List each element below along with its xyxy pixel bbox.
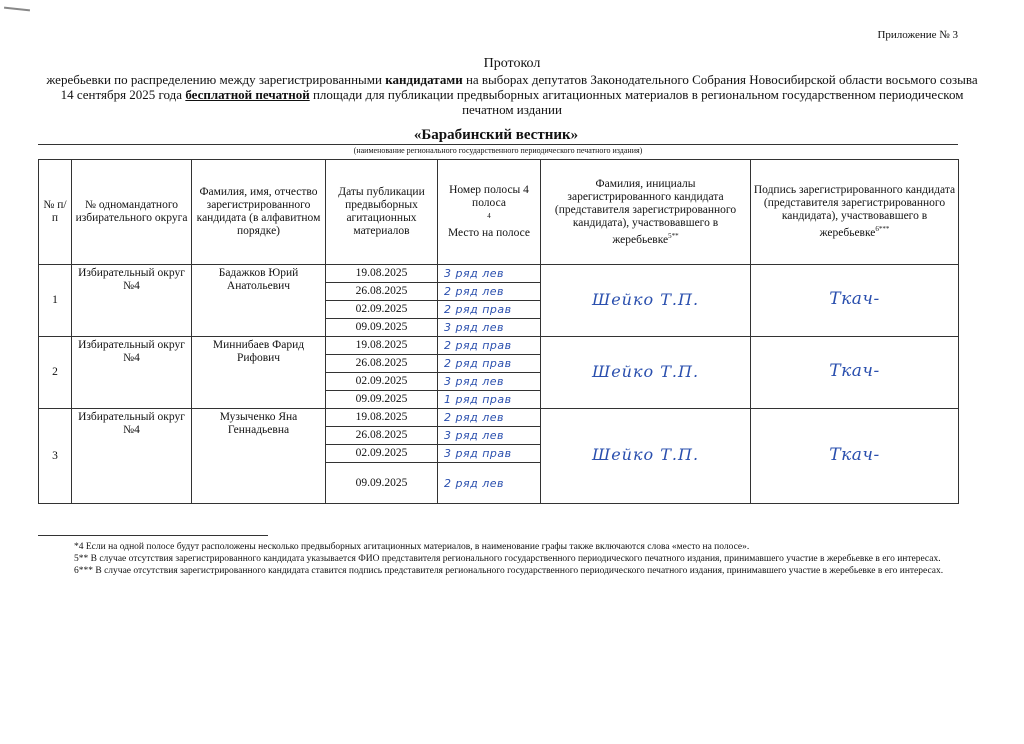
row-district: Избирательный округ №4 (72, 337, 192, 409)
title-post: площади для публикации предвыборных агитационных материалов в региональном государственном периодическом печатном издании (309, 87, 964, 117)
row-candidate-name: Миннибаев Фарид Рифович (192, 337, 326, 409)
header-place: Место на полосе (447, 226, 531, 239)
header-page-place (438, 160, 541, 265)
handwritten-place: 1 ряд прав (444, 393, 512, 406)
handwritten-place: 2 ряд лев (444, 476, 504, 490)
header-page-number: Номер полосы 4 полоса (449, 184, 529, 210)
publication-date: 09.09.2025 (326, 463, 438, 504)
appendix-label: Приложение № 3 (877, 29, 958, 41)
publication-date: 26.08.2025 (326, 427, 438, 445)
header-signature-sup: 6*** (875, 225, 890, 234)
handwritten-signature: Ткач- (829, 444, 880, 465)
row-candidate-name: Музыченко Яна Геннадьевна (192, 409, 326, 504)
page-place (438, 373, 541, 391)
page-place (438, 301, 541, 319)
handwritten-place: 3 ряд лев (444, 321, 504, 334)
footnote-4: *4 Если на одной полосе будут расположены несколько предвыборных агитационных материалов, в наименование графы также включаются слова «место на полосе». (74, 542, 750, 552)
page-place (438, 319, 541, 337)
publication-date: 02.09.2025 (326, 373, 438, 391)
page-place (438, 283, 541, 301)
protocol-table (38, 159, 959, 504)
row-district: Избирательный округ №4 (72, 409, 192, 504)
row-signature (751, 337, 959, 409)
table-row (39, 265, 959, 283)
header-number: № п/п (39, 160, 72, 265)
row-signature (751, 265, 959, 337)
title-description (40, 72, 984, 117)
table-header-row (39, 160, 959, 265)
page-place (438, 445, 541, 463)
handwritten-place: 2 ряд прав (444, 339, 512, 352)
header-fio (541, 160, 751, 265)
scan-mark (4, 7, 30, 12)
handwritten-place: 2 ряд прав (444, 303, 512, 316)
handwritten-place: 3 ряд лев (444, 429, 504, 442)
page-place (438, 391, 541, 409)
handwritten-fio: Шейко Т.П. (591, 361, 700, 381)
table-row (39, 409, 959, 427)
header-dates: Даты публикации предвыборных агитационных материалов (326, 160, 438, 265)
row-fio (541, 265, 751, 337)
handwritten-fio: Шейко Т.П. (591, 289, 700, 309)
footnote-rule (38, 535, 268, 536)
row-fio (541, 337, 751, 409)
handwritten-place: 2 ряд прав (444, 357, 512, 370)
handwritten-place: 2 ряд лев (444, 285, 504, 298)
publication-date: 19.08.2025 (326, 409, 438, 427)
publication-date: 26.08.2025 (326, 283, 438, 301)
row-fio (541, 409, 751, 504)
header-signature-text: Подпись зарегистрированного кандидата (представителя зарегистрированного кандидата), участвовавшего в жеребьевке (753, 184, 956, 239)
page-place (438, 337, 541, 355)
row-district: Избирательный округ №4 (72, 265, 192, 337)
publication-date: 02.09.2025 (326, 445, 438, 463)
handwritten-place: 2 ряд лев (444, 411, 504, 424)
handwritten-signature: Ткач- (829, 361, 880, 381)
header-fio-text: Фамилия, инициалы зарегистрированного кандидата (представителя зарегистрированного кандидата), участвовавшего в жеребьевке (554, 177, 737, 246)
page-place (438, 427, 541, 445)
publication-date: 26.08.2025 (326, 355, 438, 373)
publication-date: 02.09.2025 (326, 301, 438, 319)
row-candidate-name: Бадажков Юрий Анатольевич (192, 265, 326, 337)
row-number: 2 (39, 337, 72, 409)
footnote-5: 5** В случае отсутствия зарегистрированного кандидата указывается ФИО представителя регионального государственного периодического печатного издания, принимавшего участие в жеребьевке в его интересах. (74, 554, 941, 564)
newspaper-caption: (наименование регионального государственного периодического печатного издания) (353, 146, 643, 155)
publication-date: 19.08.2025 (326, 265, 438, 283)
handwritten-signature: Ткач- (829, 289, 880, 309)
page-place (438, 409, 541, 427)
header-fio-sup: 5** (668, 231, 679, 240)
title-line: Протокол (483, 56, 541, 71)
publication-date: 09.09.2025 (326, 391, 438, 409)
publication-date: 19.08.2025 (326, 337, 438, 355)
header-signature (751, 160, 959, 265)
title-underlined: бесплатной печатной (185, 87, 310, 102)
footnote-6: 6*** В случае отсутствия зарегистрированного кандидата ставится подпись представителя регионального государственного периодического печатного издания, принимавшего участие в жеребьевке в его интересах. (74, 566, 944, 576)
footnotes (38, 541, 956, 577)
newspaper-rule (38, 144, 958, 145)
row-number: 3 (39, 409, 72, 504)
page-place (438, 355, 541, 373)
page-place (438, 265, 541, 283)
handwritten-fio: Шейко Т.П. (591, 445, 700, 464)
header-candidate-name: Фамилия, имя, отчество зарегистрированного кандидата (в алфавитном порядке) (192, 160, 326, 265)
protocol-title (40, 56, 984, 117)
page-place (438, 463, 541, 504)
table-row (39, 337, 959, 355)
handwritten-place: 3 ряд лев (444, 267, 504, 280)
title-pre: жеребьевки по распределению между зарегистрированными (46, 72, 386, 87)
row-number: 1 (39, 265, 72, 337)
header-page-sup: 4 (487, 212, 491, 221)
title-bold-word: кандидатами (385, 72, 463, 87)
row-signature (751, 409, 959, 504)
handwritten-place: 3 ряд прав (444, 447, 512, 460)
header-district: № одномандатного избирательного округа (72, 160, 192, 265)
title-mid: на выборах депутатов Законодательного Собрания Новосибирской области восьмого созыва 14 сентября 2025 года (60, 72, 978, 102)
handwritten-place: 3 ряд лев (444, 375, 504, 388)
newspaper-name: «Барабинский вестник» (413, 127, 579, 143)
publication-date: 09.09.2025 (326, 319, 438, 337)
